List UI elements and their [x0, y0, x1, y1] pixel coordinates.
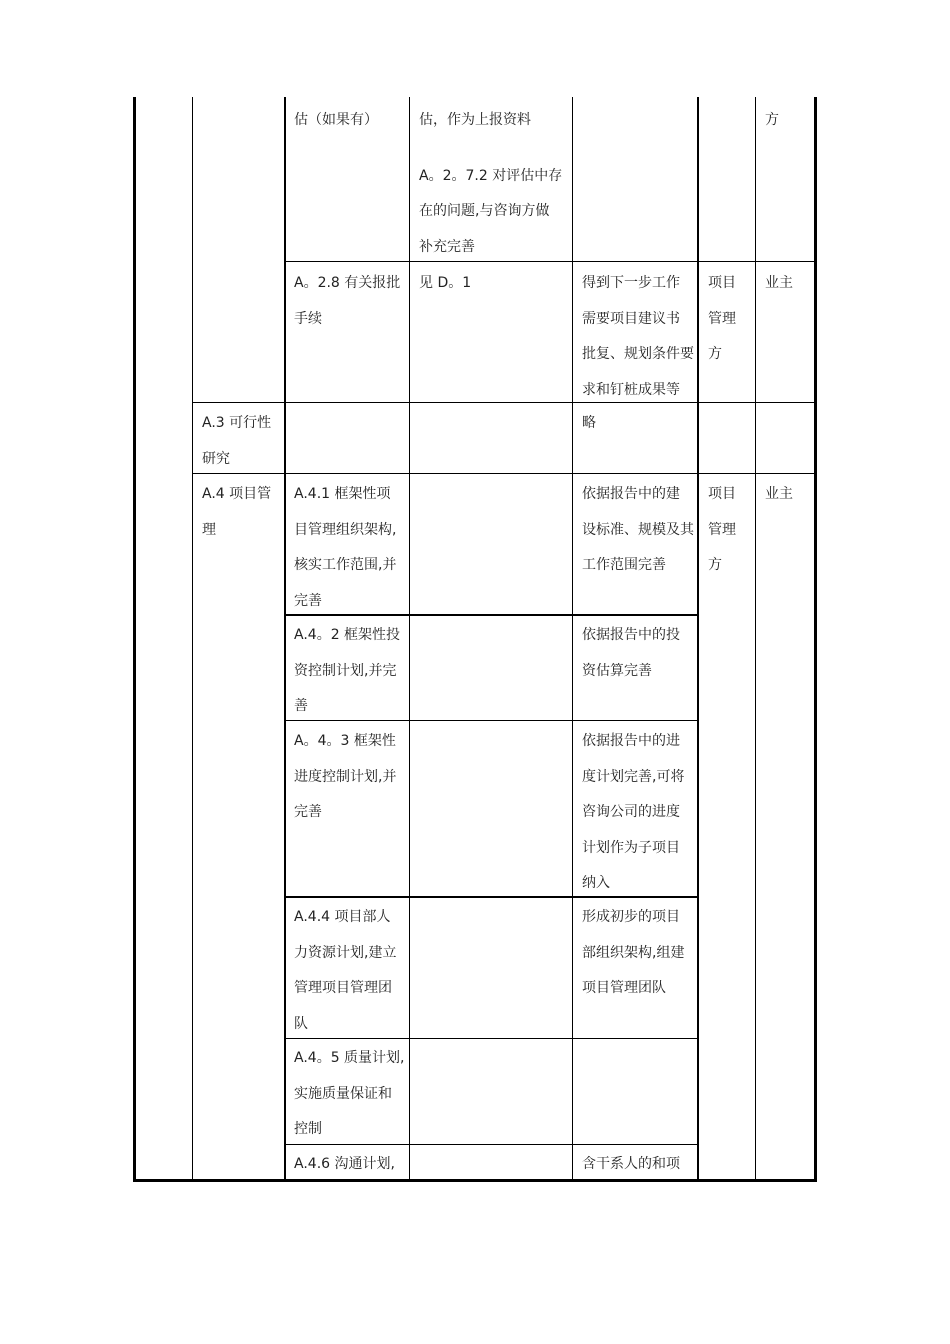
text-line: 手续	[294, 310, 322, 327]
text-line: 项目	[708, 275, 736, 291]
cell-r1-content	[419, 103, 562, 265]
cell-a443-note	[582, 724, 684, 902]
text-line: A.4。2 框架性投	[294, 627, 401, 643]
cell-r2-responsible	[708, 266, 736, 373]
text-line: 进度控制计划,并	[294, 768, 397, 785]
text-line: 估，作为上报资料	[419, 112, 531, 128]
text-line: 计划作为子项目	[582, 839, 680, 856]
text-line: 设标准、规模及其	[582, 521, 694, 538]
text-line: 完善	[294, 804, 322, 820]
cell-r3-note	[582, 406, 596, 442]
text-line: A。4。3 框架性	[294, 733, 396, 749]
text-line: 完善	[294, 592, 322, 609]
cell-a443-item	[294, 724, 396, 831]
text-line: 咨询公司的进度	[582, 804, 680, 820]
text-line	[419, 139, 562, 159]
text-line: 控制	[294, 1121, 322, 1137]
text-line: 资控制计划,并完	[294, 662, 397, 679]
text-line: 管理	[708, 310, 736, 327]
cell-r2-note	[582, 266, 694, 408]
col-divider	[284, 97, 286, 1182]
text-line: 理	[202, 521, 216, 538]
table-border-bottom	[133, 1179, 817, 1182]
text-line: 工作范围完善	[582, 557, 666, 573]
cell-a441-item	[294, 477, 396, 619]
text-line: A。2。7.2 对评估中存	[419, 167, 563, 184]
text-line: 度计划完善,可将	[582, 768, 685, 785]
text-line: A.4 项目管	[202, 486, 272, 502]
text-line: 依据报告中的投	[582, 627, 680, 643]
cell-r4-stage	[202, 477, 271, 548]
cell-r2-content	[419, 266, 471, 302]
col-divider	[755, 97, 756, 1182]
text-line: 形成初步的项目	[582, 909, 680, 925]
text-line: 核实工作范围,并	[294, 557, 397, 573]
cell-a445-item	[294, 1041, 405, 1148]
text-line: 目管理组织架构,	[294, 521, 397, 538]
text-line: 补充完善	[419, 238, 475, 255]
text-line: A.4.6 沟通计划,	[294, 1156, 395, 1172]
cell-r3-stage	[202, 406, 271, 477]
text-line: 依据报告中的建	[582, 486, 680, 502]
cell-a446-note	[582, 1147, 680, 1183]
text-line: 实施质量保证和	[294, 1085, 392, 1102]
col-divider	[697, 97, 699, 1182]
row-divider	[192, 473, 815, 474]
cell-a442-item	[294, 618, 400, 725]
text-line: 含干系人的和项	[582, 1156, 680, 1172]
text-line: 得到下一步工作	[582, 275, 680, 291]
col-divider	[409, 97, 410, 1182]
text-line: 项目管理团队	[582, 980, 666, 996]
text-line: 队	[294, 1015, 308, 1032]
text-line: 管理	[708, 521, 736, 538]
cell-r1-approver	[765, 103, 779, 139]
text-line: 依据报告中的进	[582, 733, 680, 749]
text-line: 略	[582, 415, 596, 431]
text-line: 求和钉桩成果等	[582, 381, 680, 398]
col-divider	[572, 97, 573, 1182]
text-line: A.4。5 质量计划,	[294, 1050, 405, 1066]
text-line: 估（如果有）	[294, 112, 378, 128]
text-line: 方	[708, 346, 722, 362]
text-line: 方	[708, 557, 722, 573]
text-line: 批复、规划条件要	[582, 346, 694, 362]
cell-a442-note	[582, 618, 680, 689]
col-divider	[192, 97, 193, 1182]
table-border-left	[133, 97, 136, 1182]
text-line: A。2.8 有关报批	[294, 275, 401, 291]
row-divider	[192, 402, 815, 403]
text-line: 业主	[765, 275, 793, 291]
document-table	[133, 97, 817, 1182]
text-line: 善	[294, 698, 308, 714]
table-border-right	[814, 97, 817, 1182]
text-line: A.3 可行性	[202, 415, 272, 431]
text-line: 项目	[708, 486, 736, 502]
cell-r4-responsible	[708, 477, 736, 584]
cell-a441-note	[582, 477, 694, 584]
cell-r2-approver	[765, 266, 793, 302]
cell-a444-note	[582, 900, 684, 1007]
text-line: A.4.1 框架性项	[294, 486, 391, 502]
cell-r4-approver	[765, 477, 793, 513]
cell-r1-item	[294, 103, 378, 139]
text-line: 在的问题,与咨询方做	[419, 203, 550, 219]
cell-a446-item	[294, 1147, 395, 1183]
cell-a444-item	[294, 900, 396, 1042]
text-line: 纳入	[582, 875, 610, 891]
text-line: A.4.4 项目部人	[294, 909, 391, 925]
text-line: 管理项目管理团	[294, 980, 392, 996]
text-line: 研究	[202, 450, 230, 467]
text-line: 资估算完善	[582, 662, 652, 679]
text-line: 需要项目建议书	[582, 310, 680, 327]
text-line: 方	[765, 112, 779, 128]
text-line: 力资源计划,建立	[294, 944, 397, 961]
text-line: 部组织架构,组建	[582, 944, 685, 961]
text-line: 见 D。1	[419, 275, 472, 291]
text-line: 业主	[765, 486, 793, 502]
cell-r2-item	[294, 266, 400, 337]
